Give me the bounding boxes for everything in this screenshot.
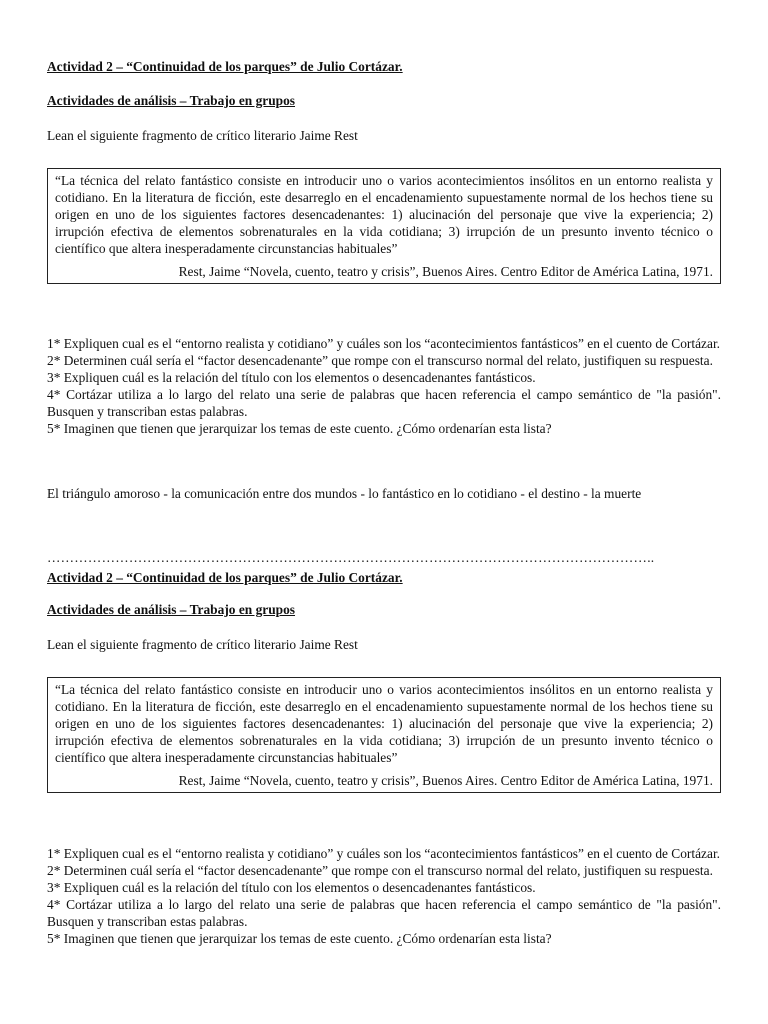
question-item: 1* Expliquen cual es el “entorno realista y cotidiano” y cuáles son los “acontecimientos fantásticos” en el cuento de Cortázar. — [47, 336, 721, 351]
section-1-quote-box — [47, 168, 721, 284]
section-2-quote: “La técnica del relato fantástico consiste en introducir uno o varios acontecimientos insólitos en un entorno realista y cotidiano. En la literatura de ficción, este desarreglo en el encadenamiento supuestamente normal de los hechos tiene su origen en uno de los siguientes factores desencadenantes: 1) alucinación del personaje que vive la experiencia; 2) irrupción efectiva de elementos sobrenaturales en la vida cotidiana; 3) irrupción de un presunto invento técnico o científico que altera inesperadamente circunstancias habituales” — [55, 682, 713, 765]
section-2-subheading: Actividades de análisis – Trabajo en grupos — [47, 602, 296, 617]
question-item: 4* Cortázar utiliza a lo largo del relato una serie de palabras que hacen referencia el campo semántico de "la pasión". Busquen y transcriban estas palabras. — [47, 897, 721, 929]
section-1-quote: “La técnica del relato fantástico consiste en introducir uno o varios acontecimientos insólitos en un entorno realista y cotidiano. En la literatura de ficción, este desarreglo en el encadenamiento supuestamente normal de los hechos tiene su origen en uno de los siguientes factores desencadenantes: 1) alucinación del personaje que vive la experiencia; 2) irrupción efectiva de elementos sobrenaturales en la vida cotidiana; 3) irrupción de un presunto invento técnico o científico que altera inesperadamente circunstancias habituales” — [55, 173, 713, 256]
question-item: 2* Determinen cuál sería el “factor desencadenante” que rompe con el transcurso normal del relato, justifiquen su respuesta. — [47, 353, 713, 368]
section-2-quote-box — [47, 677, 721, 793]
section-2-questions — [47, 845, 721, 947]
question-item: 5* Imaginen que tienen que jerarquizar los temas de este cuento. ¿Cómo ordenarían esta lista? — [47, 421, 552, 436]
question-item: 3* Expliquen cuál es la relación del título con los elementos o desencadenantes fantásticos. — [47, 880, 536, 895]
section-1-intro: Lean el siguiente fragmento de crítico literario Jaime Rest — [47, 128, 358, 143]
question-item: 2* Determinen cuál sería el “factor desencadenante” que rompe con el transcurso normal del relato, justifiquen su respuesta. — [47, 863, 713, 878]
question-item: 3* Expliquen cuál es la relación del título con los elementos o desencadenantes fantásticos. — [47, 370, 536, 385]
separator-line: …………………………………………………………………………………………………………………….. — [47, 550, 655, 566]
section-1-heading: Actividad 2 – “Continuidad de los parques” de Julio Cortázar. — [47, 59, 403, 74]
question-item: 5* Imaginen que tienen que jerarquizar los temas de este cuento. ¿Cómo ordenarían esta lista? — [47, 931, 552, 946]
question-item: 4* Cortázar utiliza a lo largo del relato una serie de palabras que hacen referencia el campo semántico de "la pasión". Busquen y transcriban estas palabras. — [47, 387, 721, 419]
section-2-citation: Rest, Jaime “Novela, cuento, teatro y crisis”, Buenos Aires. Centro Editor de América Latina, 1971. — [178, 773, 713, 788]
section-1-subheading: Actividades de análisis – Trabajo en grupos — [47, 93, 296, 108]
section-1-themes: El triángulo amoroso - la comunicación entre dos mundos - lo fantástico en lo cotidiano - el destino - la muerte — [47, 486, 642, 501]
section-2-intro: Lean el siguiente fragmento de crítico literario Jaime Rest — [47, 637, 358, 652]
section-2-heading: Actividad 2 – “Continuidad de los parques” de Julio Cortázar. — [47, 570, 403, 585]
section-1-questions — [47, 335, 721, 437]
question-item: 1* Expliquen cual es el “entorno realista y cotidiano” y cuáles son los “acontecimientos fantásticos” en el cuento de Cortázar. — [47, 846, 721, 861]
section-1-citation: Rest, Jaime “Novela, cuento, teatro y crisis”, Buenos Aires. Centro Editor de América Latina, 1971. — [178, 264, 713, 279]
